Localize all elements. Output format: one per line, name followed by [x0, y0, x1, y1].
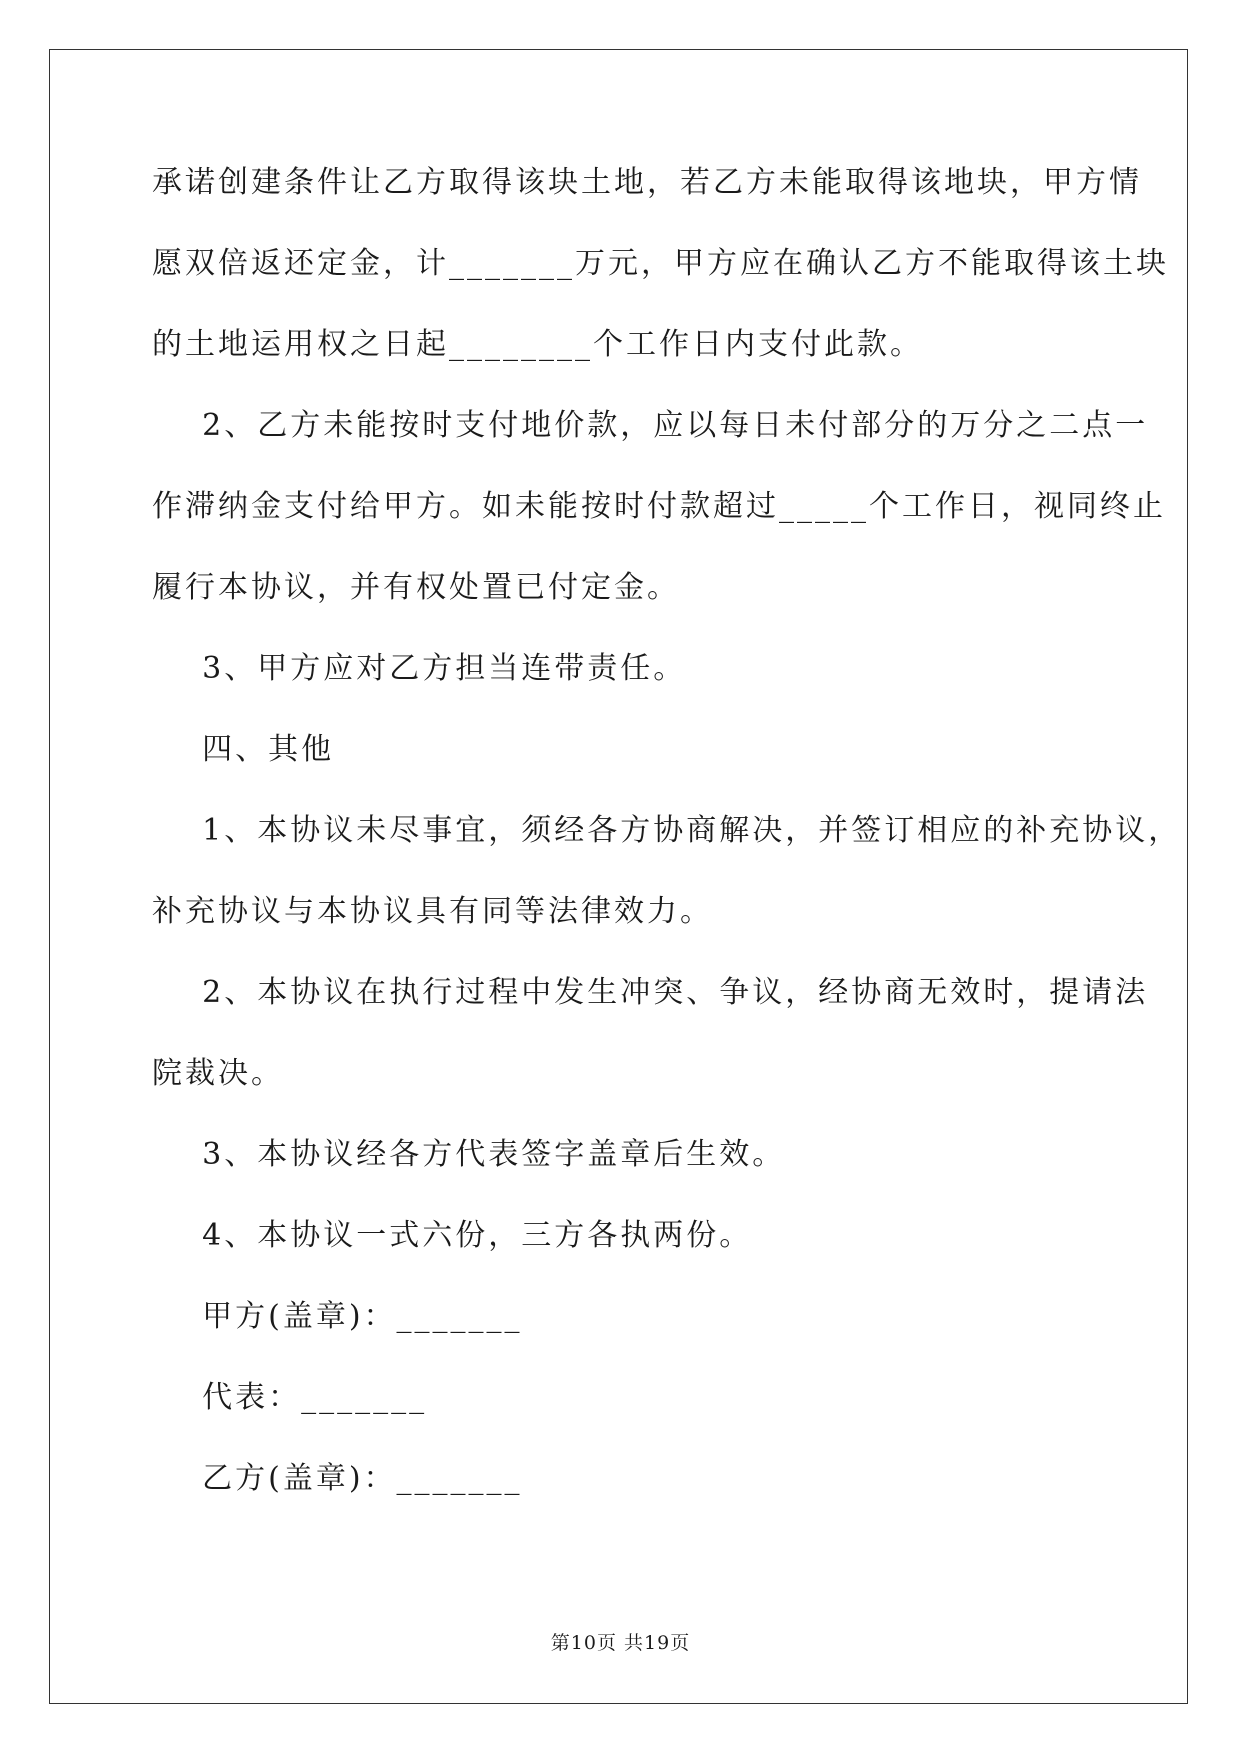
- text-line: 履行本协议，并有权处置已付定金。: [152, 570, 680, 605]
- text-line: 的土地运用权之日起________个工作日内支付此款。: [152, 327, 923, 362]
- page-number: 第10页 共19页: [550, 1632, 691, 1654]
- signature-line-party-b: 乙方(盖章)：_______: [152, 1461, 523, 1496]
- text-line: 承诺创建条件让乙方取得该块土地，若乙方未能取得该地块，甲方情: [152, 165, 1142, 200]
- page-border: [49, 49, 1188, 1704]
- text-line: 院裁决。: [152, 1056, 284, 1091]
- text-line: 愿双倍返还定金，计_______万元，甲方应在确认乙方不能取得该土块: [152, 246, 1169, 281]
- text-line: 2、乙方未能按时支付地价款，应以每日未付部分的万分之二点一: [152, 408, 1149, 443]
- text-line: 2、本协议在执行过程中发生冲突、争议，经协商无效时，提请法: [152, 975, 1149, 1010]
- text-line: 4、本协议一式六份，三方各执两份。: [152, 1218, 753, 1253]
- text-line: 作滞纳金支付给甲方。如未能按时付款超过_____个工作日，视同终止: [152, 489, 1166, 524]
- text-line: 1、本协议未尽事宜，须经各方协商解决，并签订相应的补充协议，: [152, 813, 1182, 848]
- text-line: 补充协议与本协议具有同等法律效力。: [152, 894, 713, 929]
- text-line: 3、本协议经各方代表签字盖章后生效。: [152, 1137, 786, 1172]
- text-line: 3、甲方应对乙方担当连带责任。: [152, 651, 687, 686]
- signature-line-party-a: 甲方(盖章)：_______: [152, 1299, 523, 1334]
- section-heading: 四、其他: [152, 732, 335, 767]
- signature-line-representative: 代表：_______: [152, 1380, 428, 1415]
